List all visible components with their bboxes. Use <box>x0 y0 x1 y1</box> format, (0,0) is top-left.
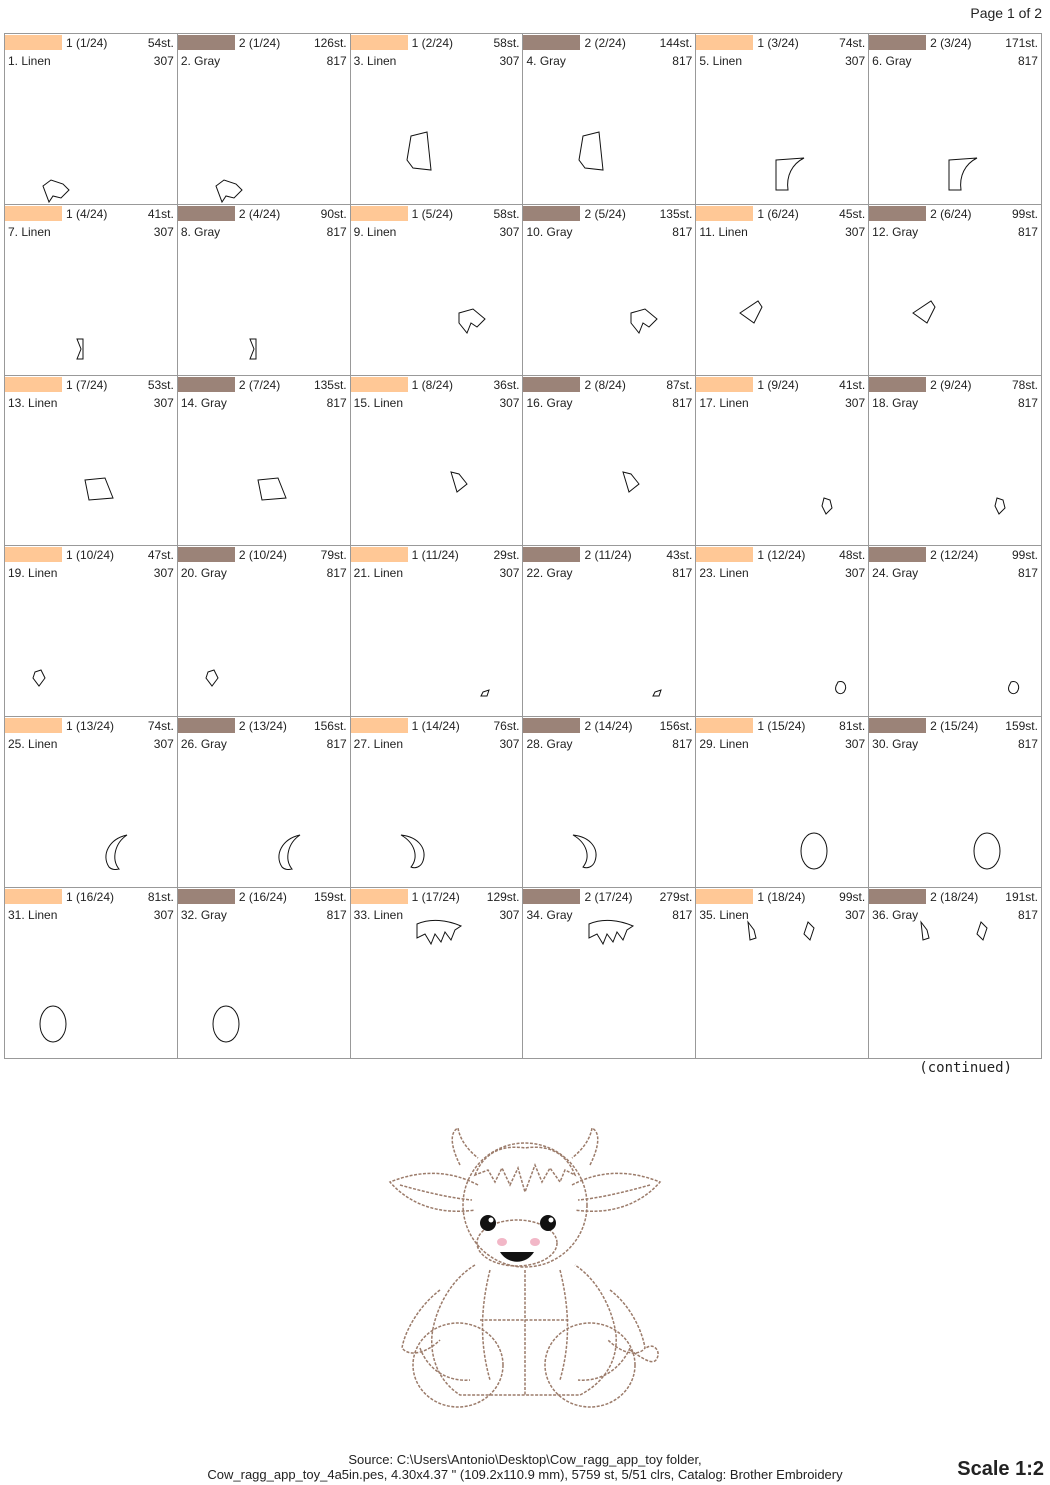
stitch-count: 54st. <box>147 36 174 50</box>
thread-name: 21. Linen <box>353 566 404 581</box>
stop-sequence: 1 (9/24) <box>757 377 799 392</box>
stop-sequence: 2 (4/24) <box>238 206 281 221</box>
thread-name: 19. Linen <box>8 566 58 581</box>
thread-code: 817 <box>326 737 347 752</box>
thread-name: 4. Gray <box>526 54 566 68</box>
stitch-shape-icon <box>523 205 695 375</box>
thread-name: 32. Gray <box>180 908 227 923</box>
color-stop-cell <box>5 888 178 1059</box>
color-stop-cell <box>351 717 524 888</box>
stop-sequence: 2 (16/24) <box>238 890 287 905</box>
thread-name: 8. Gray <box>180 224 221 239</box>
stitch-count: 78st. <box>1011 377 1038 392</box>
stitch-shape-icon <box>351 888 523 1058</box>
stop-sequence: 1 (16/24) <box>66 890 115 905</box>
color-stop-cell <box>869 376 1042 547</box>
thread-code: 817 <box>672 54 693 68</box>
scale-label: Scale 1:2 <box>957 1458 1044 1480</box>
stop-sequence: 2 (1/24) <box>238 36 281 50</box>
color-stop-cell <box>523 888 696 1059</box>
thread-name: 28. Gray <box>526 737 573 752</box>
stitch-count: 58st. <box>493 36 520 50</box>
stop-sequence: 1 (12/24) <box>757 548 806 563</box>
thread-name: 13. Linen <box>8 395 58 410</box>
color-stop-cell <box>869 546 1042 717</box>
thread-code: 817 <box>326 395 347 410</box>
source-info <box>0 1452 1050 1482</box>
thread-code: 817 <box>672 566 693 581</box>
thread-code: 307 <box>845 908 866 923</box>
color-stop-cell <box>178 376 351 547</box>
thread-code: 307 <box>499 566 520 581</box>
thread-name: 7. Linen <box>8 224 51 239</box>
stitch-shape-icon <box>5 546 177 716</box>
stitch-shape-icon <box>178 376 350 546</box>
stitch-shape-icon <box>869 717 1041 887</box>
stop-sequence: 2 (9/24) <box>930 377 972 392</box>
stitch-count: 45st. <box>839 206 866 221</box>
stitch-count: 99st. <box>839 890 866 905</box>
thread-name: 12. Gray <box>872 224 919 239</box>
stitch-count: 279st. <box>659 890 693 905</box>
thread-name: 23. Linen <box>699 566 749 581</box>
stitch-count: 171st. <box>1005 36 1038 50</box>
stitch-count: 76st. <box>493 719 520 734</box>
thread-name: 24. Gray <box>872 566 919 581</box>
thread-code: 817 <box>672 395 693 410</box>
color-stop-cell <box>5 546 178 717</box>
color-stop-cell <box>696 34 869 205</box>
stitch-shape-icon <box>869 376 1041 546</box>
stitch-shape-icon <box>351 376 523 546</box>
stop-sequence: 2 (2/24) <box>584 36 626 50</box>
stitch-count: 48st. <box>839 548 866 563</box>
stop-sequence: 1 (18/24) <box>757 890 806 905</box>
thread-code: 307 <box>845 737 866 752</box>
stitch-count: 43st. <box>666 548 693 563</box>
color-stop-cell <box>523 546 696 717</box>
stop-sequence: 2 (3/24) <box>930 36 972 50</box>
stitch-count: 159st. <box>313 890 347 905</box>
stop-sequence: 2 (13/24) <box>238 719 287 734</box>
stitch-count: 99st. <box>1011 548 1038 563</box>
thread-name: 1. Linen <box>8 54 51 68</box>
thread-name: 14. Gray <box>180 395 227 410</box>
stitch-count: 74st. <box>839 36 866 50</box>
stitch-count: 58st. <box>493 206 520 221</box>
continued-label: (continued) <box>919 1060 1012 1076</box>
stop-sequence: 1 (14/24) <box>411 719 460 734</box>
color-stop-cell <box>5 376 178 547</box>
thread-name: 3. Linen <box>353 54 397 68</box>
thread-name: 9. Linen <box>353 224 397 239</box>
stitch-shape-icon <box>869 888 1041 1058</box>
thread-code: 817 <box>326 224 347 239</box>
thread-name: 11. Linen <box>699 224 748 239</box>
thread-name: 34. Gray <box>526 908 573 923</box>
stop-sequence: 2 (18/24) <box>930 890 979 905</box>
thread-code: 307 <box>499 224 520 239</box>
thread-code: 307 <box>153 908 174 923</box>
thread-name: 6. Gray <box>872 54 912 68</box>
stitch-shape-icon <box>178 888 350 1058</box>
thread-code: 817 <box>1017 737 1038 752</box>
color-stop-cell <box>351 546 524 717</box>
thread-name: 18. Gray <box>872 395 919 410</box>
thread-name: 35. Linen <box>699 908 749 923</box>
thread-code: 817 <box>1017 566 1038 581</box>
stitch-count: 79st. <box>320 548 347 563</box>
stop-sequence: 2 (11/24) <box>584 548 632 563</box>
thread-code: 817 <box>1017 908 1038 923</box>
stitch-count: 36st. <box>493 377 520 392</box>
thread-code: 307 <box>845 54 866 68</box>
stitch-shape-icon <box>5 34 177 204</box>
stitch-shape-icon <box>696 717 868 887</box>
thread-code: 817 <box>326 566 347 581</box>
color-stop-cell <box>351 34 524 205</box>
thread-name: 29. Linen <box>699 737 749 752</box>
thread-code: 307 <box>153 566 174 581</box>
thread-code: 307 <box>499 737 520 752</box>
stitch-count: 156st. <box>313 719 347 734</box>
stop-sequence: 2 (14/24) <box>584 719 633 734</box>
stitch-shape-icon <box>523 717 695 887</box>
stitch-shape-icon <box>523 376 695 546</box>
thread-code: 307 <box>845 224 866 239</box>
thread-name: 31. Linen <box>8 908 58 923</box>
stitch-shape-icon <box>696 205 868 375</box>
stitch-shape-icon <box>5 717 177 887</box>
stop-sequence: 2 (7/24) <box>238 377 281 392</box>
color-stop-cell <box>523 205 696 376</box>
thread-code: 307 <box>153 54 174 68</box>
stop-sequence: 1 (4/24) <box>66 206 108 221</box>
stop-sequence: 1 (2/24) <box>411 36 454 50</box>
cow-toy-design-icon <box>380 1120 670 1420</box>
stitch-shape-icon <box>5 376 177 546</box>
thread-code: 307 <box>499 54 520 68</box>
thread-name: 10. Gray <box>526 224 573 239</box>
stitch-shape-icon <box>696 34 868 204</box>
color-stop-cell <box>5 717 178 888</box>
thread-name: 33. Linen <box>353 908 404 923</box>
stitch-shape-icon <box>523 888 695 1058</box>
stitch-count: 81st. <box>839 719 866 734</box>
stop-sequence: 1 (11/24) <box>411 548 459 563</box>
thread-name: 25. Linen <box>8 737 58 752</box>
stitch-shape-icon <box>178 205 350 375</box>
stitch-count: 29st. <box>493 548 520 563</box>
stitch-count: 47st. <box>147 548 174 563</box>
color-stop-cell <box>5 34 178 205</box>
stop-sequence: 1 (13/24) <box>66 719 115 734</box>
stop-sequence: 1 (6/24) <box>757 206 799 221</box>
stop-sequence: 2 (17/24) <box>584 890 633 905</box>
color-stop-cell <box>523 376 696 547</box>
stitch-count: 135st. <box>313 377 347 392</box>
thread-name: 2. Gray <box>180 54 221 68</box>
thread-code: 817 <box>326 908 347 923</box>
stop-sequence: 1 (17/24) <box>411 890 460 905</box>
stitch-shape-icon <box>351 546 523 716</box>
thread-code: 307 <box>153 224 174 239</box>
stitch-count: 129st. <box>486 890 520 905</box>
stop-sequence: 2 (8/24) <box>584 377 626 392</box>
thread-code: 307 <box>845 395 866 410</box>
stop-sequence: 1 (5/24) <box>411 206 454 221</box>
stop-sequence: 1 (8/24) <box>411 377 454 392</box>
thread-code: 307 <box>153 737 174 752</box>
thread-name: 5. Linen <box>699 54 743 68</box>
thread-name: 15. Linen <box>353 395 404 410</box>
color-stop-cell <box>523 717 696 888</box>
thread-code: 307 <box>845 566 866 581</box>
stitch-count: 126st. <box>313 36 347 50</box>
color-stop-cell <box>5 205 178 376</box>
stitch-count: 99st. <box>1011 206 1038 221</box>
stop-sequence: 2 (12/24) <box>930 548 979 563</box>
color-stop-cell <box>696 888 869 1059</box>
color-stop-cell <box>869 34 1042 205</box>
stop-sequence: 2 (5/24) <box>584 206 626 221</box>
color-stop-cell <box>178 205 351 376</box>
stop-sequence: 1 (3/24) <box>757 36 799 50</box>
thread-code: 817 <box>672 224 693 239</box>
stop-sequence: 2 (15/24) <box>930 719 979 734</box>
color-stop-cell <box>869 888 1042 1059</box>
thread-name: 36. Gray <box>872 908 919 923</box>
thread-name: 27. Linen <box>353 737 404 752</box>
thread-code: 307 <box>499 908 520 923</box>
thread-code: 817 <box>672 737 693 752</box>
stop-sequence: 1 (1/24) <box>66 36 108 50</box>
stitch-shape-icon <box>869 34 1041 204</box>
stop-sequence: 1 (10/24) <box>66 548 115 563</box>
stitch-shape-icon <box>178 717 350 887</box>
thread-code: 307 <box>153 395 174 410</box>
color-stop-cell <box>696 717 869 888</box>
stitch-count: 81st. <box>147 890 174 905</box>
stitch-shape-icon <box>351 717 523 887</box>
color-stop-grid <box>4 33 1042 1059</box>
page-number: Page 1 of 2 <box>970 5 1042 21</box>
thread-name: 16. Gray <box>526 395 573 410</box>
thread-code: 817 <box>1017 395 1038 410</box>
stop-sequence: 2 (6/24) <box>930 206 972 221</box>
color-stop-cell <box>696 205 869 376</box>
stitch-shape-icon <box>178 34 350 204</box>
thread-code: 307 <box>499 395 520 410</box>
stitch-count: 156st. <box>659 719 693 734</box>
stop-sequence: 2 (10/24) <box>238 548 287 563</box>
color-stop-cell <box>696 376 869 547</box>
thread-name: 22. Gray <box>526 566 573 581</box>
stitch-count: 144st. <box>659 36 693 50</box>
stitch-shape-icon <box>696 546 868 716</box>
stop-sequence: 1 (15/24) <box>757 719 806 734</box>
thread-code: 817 <box>326 54 347 68</box>
thread-name: 26. Gray <box>180 737 227 752</box>
stitch-count: 159st. <box>1005 719 1038 734</box>
stitch-count: 191st. <box>1005 890 1038 905</box>
stitch-count: 135st. <box>659 206 693 221</box>
color-stop-cell <box>869 205 1042 376</box>
color-stop-cell <box>696 546 869 717</box>
thread-name: 17. Linen <box>699 395 749 410</box>
color-stop-cell <box>351 205 524 376</box>
thread-code: 817 <box>1017 224 1038 239</box>
stitch-shape-icon <box>696 376 868 546</box>
stitch-count: 53st. <box>147 377 174 392</box>
color-stop-cell <box>351 376 524 547</box>
stitch-shape-icon <box>5 888 177 1058</box>
stitch-shape-icon <box>696 888 868 1058</box>
color-stop-cell <box>351 888 524 1059</box>
stitch-count: 41st. <box>839 377 866 392</box>
stop-sequence: 1 (7/24) <box>66 377 108 392</box>
color-stop-cell <box>178 546 351 717</box>
stitch-count: 90st. <box>320 206 347 221</box>
thread-code: 817 <box>1017 54 1038 68</box>
stitch-shape-icon <box>178 546 350 716</box>
thread-code: 817 <box>672 908 693 923</box>
color-stop-cell <box>178 888 351 1059</box>
stitch-count: 41st. <box>147 206 174 221</box>
stitch-shape-icon <box>523 546 695 716</box>
stitch-shape-icon <box>869 546 1041 716</box>
color-stop-cell <box>178 717 351 888</box>
stitch-count: 74st. <box>147 719 174 734</box>
stitch-count: 87st. <box>666 377 693 392</box>
stitch-shape-icon <box>5 205 177 375</box>
color-stop-cell <box>523 34 696 205</box>
thread-name: 30. Gray <box>872 737 919 752</box>
stitch-shape-icon <box>351 205 523 375</box>
color-stop-cell <box>178 34 351 205</box>
source-line-1: Source: C:\Users\Antonio\Desktop\Cow_ragg_app_toy folder, <box>348 1452 702 1467</box>
stitch-shape-icon <box>869 205 1041 375</box>
stitch-shape-icon <box>351 34 523 204</box>
color-stop-cell <box>869 717 1042 888</box>
source-line-2: Cow_ragg_app_toy_4a5in.pes, 4.30x4.37 " (109.2x110.9 mm), 5759 st, 5/51 clrs, Catalog: Brother Embroidery <box>207 1467 843 1482</box>
thread-name: 20. Gray <box>180 566 227 581</box>
stitch-shape-icon <box>523 34 695 204</box>
